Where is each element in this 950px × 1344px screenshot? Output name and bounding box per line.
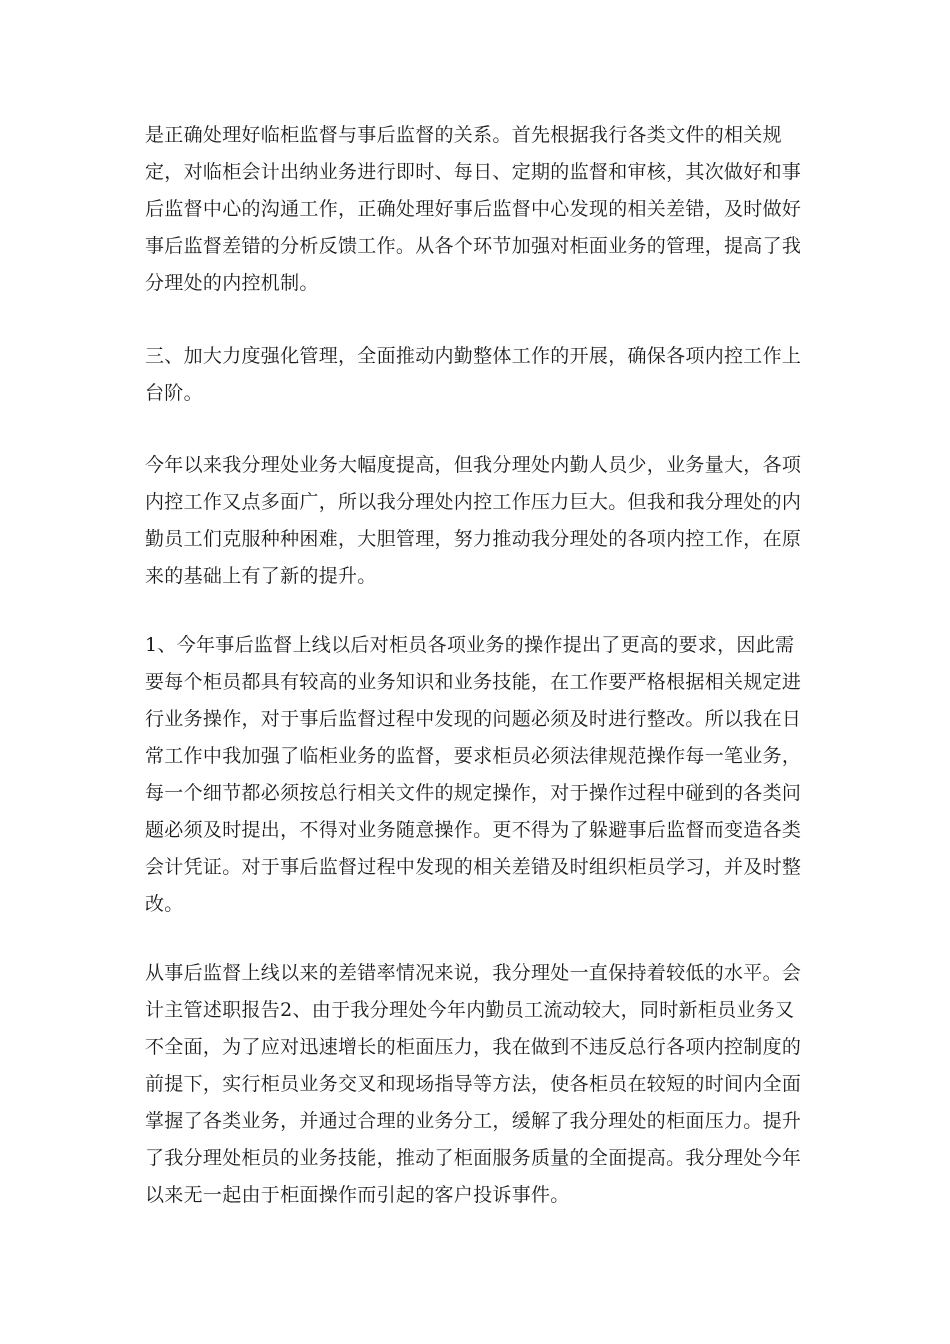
paragraph-internal-control-relationship: 是正确处理好临柜监督与事后监督的关系。首先根据我行各类文件的相关规定，对临柜会计出纳业务进行即时、每日、定期的监督和审核，其次做好和事后监督中心的沟通工作，正确处理好事后监督中心发现的相关差错，及时做好事后监督差错的分析反馈工作。从各个环节加强对柜面业务的管理，提高了我分理处的内控机制。 xyxy=(145,124,802,294)
section-heading-three: 三、加大力度强化管理，全面推动内勤整体工作的开展，确保各项内控工作上台阶。 xyxy=(145,345,802,404)
paragraph-item-one: 1、今年事后监督上线以后对柜员各项业务的操作提出了更高的要求，因此需要每个柜员都具有较高的业务知识和业务技能，在工作要严格根据相关规定进行业务操作，对于事后监督过程中发现的问题必须及时进行整改。所以我在日常工作中我加强了临柜业务的监督，要求柜员必须法律规范操作每一笔业务，每一个细节都必须按总行相关文件的规定操作，对于操作过程中碰到的各类问题必须及时提出，不得对业务随意操作。更不得为了躲避事后监督而变造各类会计凭证。对于事后监督过程中发现的相关差错及时组织柜员学习，并及时整改。 xyxy=(145,634,802,915)
paragraph-workload-overview: 今年以来我分理处业务大幅度提高，但我分理处内勤人员少，业务量大，各项内控工作又点多面广，所以我分理处内控工作压力巨大。但我和我分理处的内勤员工们克服种种困难，大胆管理，努力推动我分理处的各项内控工作，在原来的基础上有了新的提升。 xyxy=(145,454,802,587)
paragraph-error-rate-item-two: 从事后监督上线以来的差错率情况来说，我分理处一直保持着较低的水平。会计主管述职报告2、由于我分理处今年内勤员工流动较大，同时新柜员业务又不全面，为了应对迅速增长的柜面压力，我在做到不违反总行各项内控制度的前提下，实行柜员业务交叉和现场指导等方法，使各柜员在较短的时间内全面掌握了各类业务，并通过合理的业务分工，缓解了我分理处的柜面压力。提升了我分理处柜员的业务技能，推动了柜面服务质量的全面提高。我分理处今年以来无一起由于柜面操作而引起的客户投诉事件。 xyxy=(145,962,802,1206)
